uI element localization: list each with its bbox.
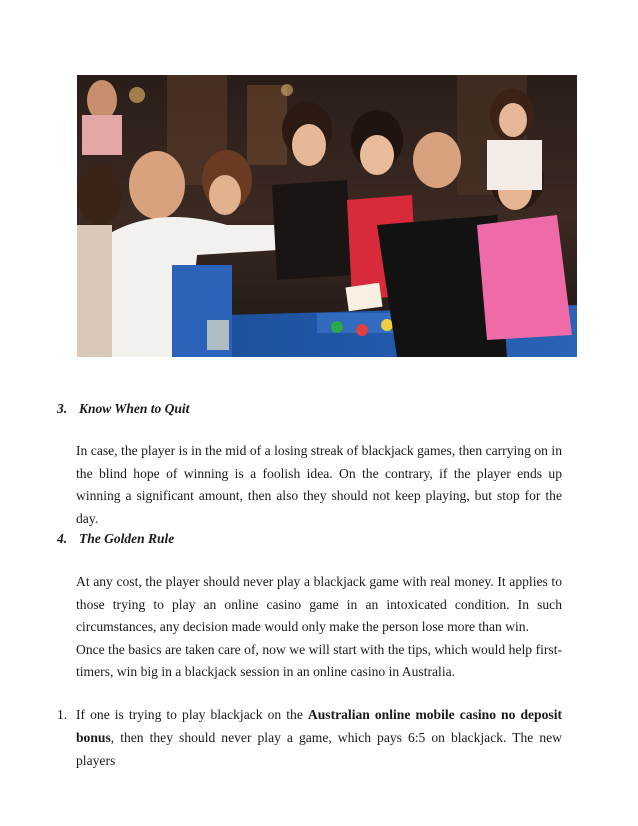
list-item-number: 1. xyxy=(57,707,68,722)
section-3-title: Know When to Quit xyxy=(79,401,190,416)
section-3-number: 3. xyxy=(57,401,68,416)
casino-scene-image xyxy=(77,75,577,357)
section-3-paragraph xyxy=(76,440,562,530)
section-4-text-1: At any cost, the player should never play a blackjack game with real money. It applies to those trying to play an online casino game in an intoxicated condition. In such circumstances, any decision made would only make the person lose more than win. xyxy=(76,574,562,634)
section-4-number: 4. xyxy=(57,531,68,546)
section-4-title: The Golden Rule xyxy=(79,531,175,546)
list-text-after: , then they should never play a game, which pays 6:5 on blackjack. The new players xyxy=(76,730,562,768)
list-text-before: If one is trying to play blackjack on the xyxy=(76,707,308,722)
list-item-1 xyxy=(57,703,562,772)
section-4-paragraph xyxy=(76,571,562,684)
section-3-text: In case, the player is in the mid of a losing streak of blackjack games, then carrying on in the blind hope of winning is a foolish idea. On the contrary, if the player ends up winning a significant amount, then also they should not keep playing, but stop for the day. xyxy=(76,443,562,526)
section-4-text-2: Once the basics are taken care of, now we will start with the tips, which would help first-timers, win big in a blackjack session in an online casino in Australia. xyxy=(76,641,562,679)
casino-photo xyxy=(77,75,577,357)
section-4-heading xyxy=(57,530,174,548)
list-item-body xyxy=(76,703,562,772)
section-3-heading xyxy=(57,400,189,418)
casino-bonus-link[interactable]: Australian online mobile casino no deposit bonus xyxy=(76,707,563,745)
